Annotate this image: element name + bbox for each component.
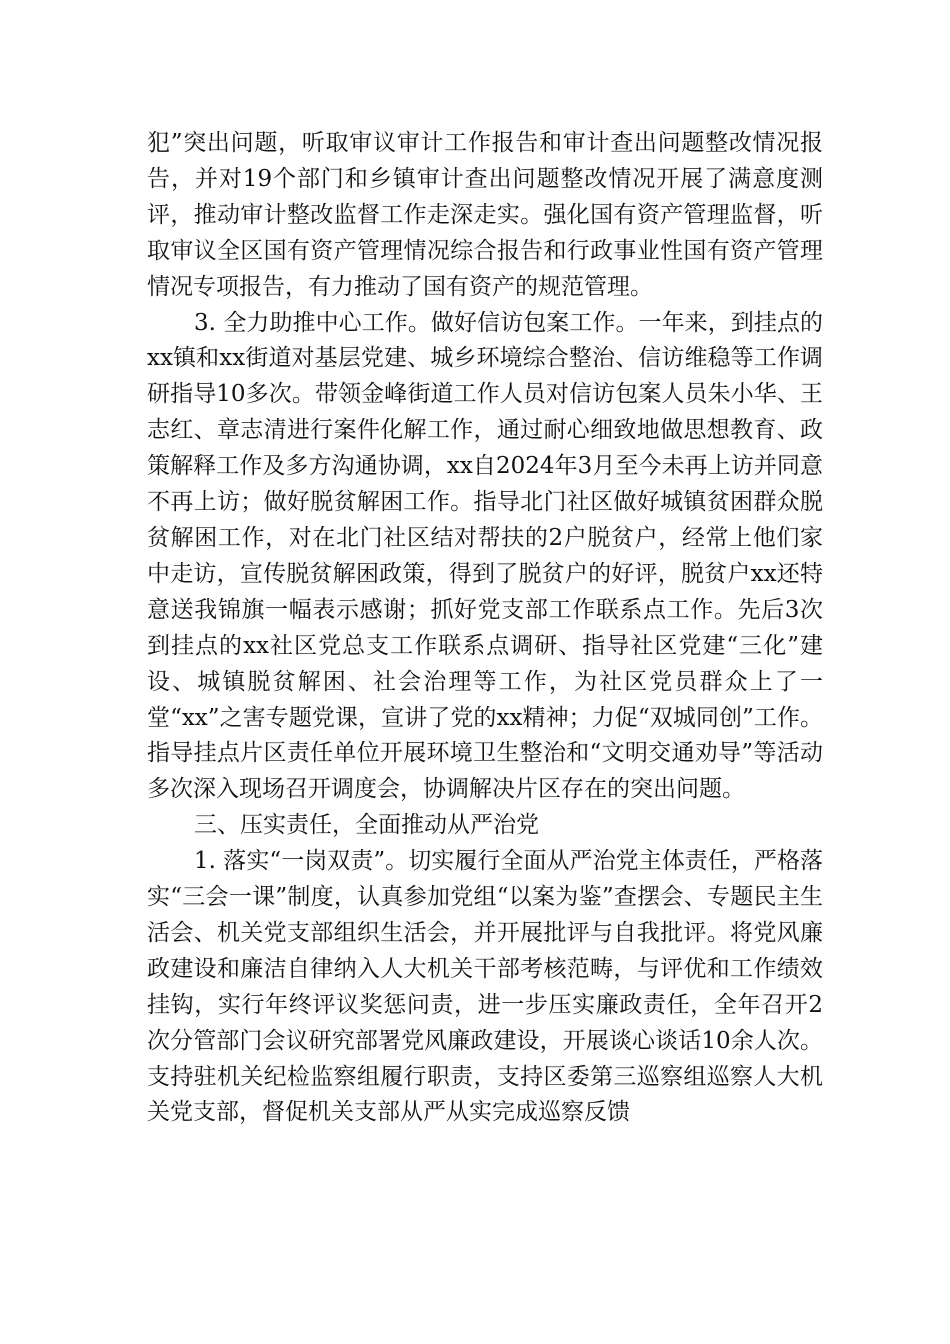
document-body xyxy=(147,126,823,1131)
section-heading-party-discipline: 三、压实责任，全面推动从严治党 xyxy=(194,812,539,839)
paragraph-central-work: 3. 全力助推中心工作。做好信访包案工作。一年来，到挂点的xx镇和xx街道对基层党建、城乡环境综合整治、信访维稳等工作调研指导10多次。带领金峰街道工作人员对信访包案人员朱小华、王志红、章志清进行案件化解工作，通过耐心细致地做思想教育、政策解释工作及多方沟通协调，xx自2024年3月至今未再上访并同意不再上访；做好脱贫解困工作。指导北门社区做好城镇贫困群众脱贫解困工作，对在北门社区结对帮扶的2户脱贫户，经常上他们家中走访，宣传脱贫解困政策，得到了脱贫户的好评，脱贫户xx还特意送我锦旗一幅表示感谢；抓好党支部工作联系点工作。先后3次到挂点的xx社区党总支工作联系点调研、指导社区党建“三化”建设、城镇脱贫解困、社会治理等工作，为社区党员群众上了一堂“xx”之害专题党课，宣讲了党的xx精神；力促“双城同创”工作。指导挂点片区责任单位开展环境卫生整治和“文明交通劝导”等活动多次深入现场召开调度会，协调解决片区存在的突出问题。 xyxy=(147,309,823,803)
paragraph-dual-responsibility: 1. 落实“一岗双责”。切实履行全面从严治党主体责任，严格落实“三会一课”制度，认真参加党组“以案为鉴”查摆会、专题民主生活会、机关党支部组织生活会，并开展批评与自我批评。将党风廉政建设和廉洁自律纳入人大机关干部考核范畴，与评优和工作绩效挂钩，实行年终评议奖惩问责，进一步压实廉政责任，全年召开2次分管部门会议研究部署党风廉政建设，开展谈心谈话10余人次。支持驻机关纪检监察组履行职责，支持区委第三巡察组巡察人大机关党支部，督促机关支部从严从实完成巡察反馈 xyxy=(147,848,823,1126)
paragraph-audit-continued: 犯”突出问题，听取审议审计工作报告和审计查出问题整改情况报告，并对19个部门和乡镇审计查出问题整改情况开展了满意度测评，推动审计整改监督工作走深走实。强化国有资产管理监督，听取审议全区国有资产管理情况综合报告和行政事业性国有资产管理情况专项报告，有力推动了国有资产的规范管理。 xyxy=(147,130,823,300)
